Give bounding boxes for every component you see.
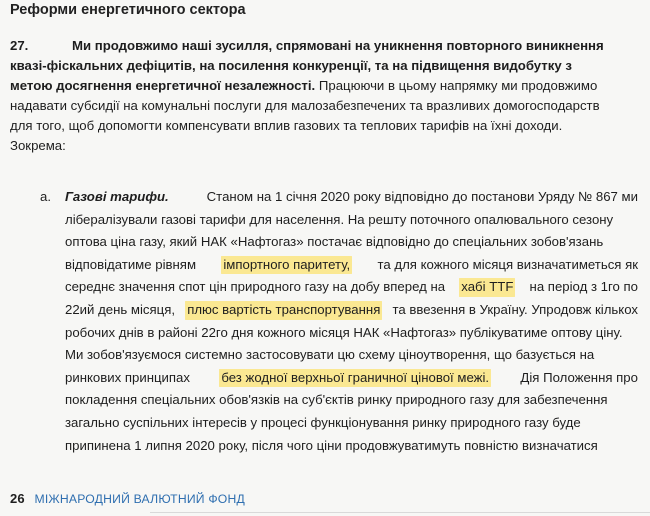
item-text: середнє значення спот цін природного газу на добу вперед на xyxy=(65,279,446,295)
paragraph-line xyxy=(10,116,638,136)
item-line xyxy=(65,389,638,412)
paragraph-text: Зокрема: xyxy=(10,138,66,153)
paragraph-text: Працюючи в цьому напрямку ми продовжимо xyxy=(318,78,598,93)
item-text: ринкових принципах xyxy=(65,369,190,385)
item-line xyxy=(65,209,638,232)
paragraph-line xyxy=(10,136,638,156)
paragraph-text: для того, щоб допомогти компенсувати вплив газових та теплових тарифів на їхні доходи. xyxy=(10,118,563,133)
item-line xyxy=(65,299,638,322)
section-title: Реформи енергетичного сектора xyxy=(10,2,246,18)
list-marker: a. xyxy=(40,189,51,204)
highlighted-text: хабі TTF xyxy=(459,276,515,299)
item-text: Станом на 1 січня 2020 року відповідно до постанови Уряду № 867 ми xyxy=(206,189,638,204)
item-text: припинена 1 липня 2020 року, після чого ціни продовжуватимуть повністю визначатися xyxy=(65,437,598,453)
item-line xyxy=(65,231,638,254)
paragraph-text: Ми продовжимо наші зусилля, спрямовані на уникнення повторного виникнення xyxy=(72,38,604,53)
highlighted-text: плюс вартість транспортування xyxy=(185,299,382,322)
item-line xyxy=(65,435,638,458)
item-text: покладення спеціальних обов'язків на суб'єктів ринку природного газу для забезпечення xyxy=(65,392,608,408)
item-line xyxy=(65,322,638,345)
item-text: загально суспільних інтересів у процесі функціонування ринку природного газу буде xyxy=(65,414,581,430)
item-line xyxy=(65,367,638,390)
paragraph-number: 27. xyxy=(10,38,29,53)
footer-org: МІЖНАРОДНИЙ ВАЛЮТНИЙ ФОНД xyxy=(34,492,245,506)
list-item-body xyxy=(65,186,638,457)
item-text: 22ий день місяця, xyxy=(65,301,176,317)
item-text: та ввезення в Україну. Упродовж кількох xyxy=(392,301,638,317)
item-text: лібералізували газові тарифи для населення. На решту поточного опалювального сезону xyxy=(65,211,614,227)
item-title: Газові тарифи. xyxy=(65,189,169,204)
item-line xyxy=(65,186,638,209)
footer-divider xyxy=(150,512,650,513)
item-line xyxy=(65,276,638,299)
item-line xyxy=(65,254,638,277)
item-text: Ми зобов'язуємося системно застосовувати цю схему ціноутворення, що базується на xyxy=(65,347,595,363)
item-text: та для кожного місяця визначатиметься як xyxy=(377,256,638,272)
item-text: на період з 1го по xyxy=(529,279,638,295)
paragraph-text: квазі-фіскальних дефіцитів, на посилення конкуренції, та на підвищення видобутку з xyxy=(10,58,572,73)
paragraph-line xyxy=(10,76,638,96)
paragraph-27 xyxy=(10,36,638,156)
highlighted-text: імпортного паритету, xyxy=(221,254,352,277)
item-text: відповідатиме рівням xyxy=(65,256,197,272)
paragraph-line xyxy=(10,36,638,56)
paragraph-text: надавати субсидії на комунальні послуги для малозабезпечених та вразливих домогосподарств xyxy=(10,98,600,113)
paragraph-text: метою досягнення енергетичної незалежності. xyxy=(10,78,316,93)
item-text: Дія Положення про xyxy=(520,369,638,385)
page-footer xyxy=(10,491,245,506)
paragraph-line xyxy=(10,96,638,116)
item-line xyxy=(65,344,638,367)
item-line xyxy=(65,412,638,435)
paragraph-line xyxy=(10,56,638,76)
highlighted-text: без жодної верхньої граничної цінової межі. xyxy=(219,367,491,390)
item-text: робочих днів в районі 22го дня кожного місяця НАК «Нафтогаз» публікуватиме оптову ціну. xyxy=(65,324,623,340)
page-number: 26 xyxy=(10,491,25,506)
item-text: оптова ціна газу, який НАК «Нафтогаз» постачає відповідно до спеціальних зобов'язань xyxy=(65,234,604,250)
